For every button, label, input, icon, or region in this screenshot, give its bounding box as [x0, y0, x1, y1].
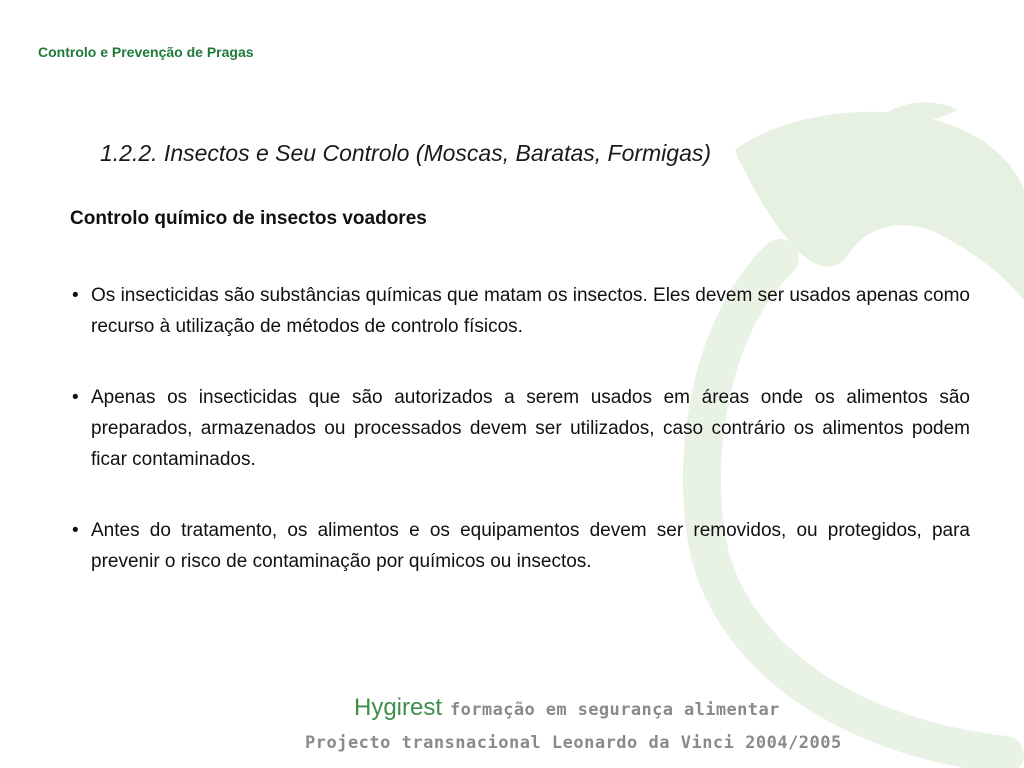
- bullet-item: [72, 280, 970, 342]
- bullet-item: [72, 382, 970, 475]
- section-title: 1.2.2. Insectos e Seu Controlo (Moscas, Baratas, Formigas): [100, 140, 712, 166]
- footer-project: Projecto transnacional Leonardo da Vinci 2004/2005: [305, 733, 842, 753]
- brand-logo-name: Hygirest: [354, 694, 443, 721]
- header-title: Controlo e Prevenção de Pragas: [38, 44, 254, 60]
- bullet-text: Apenas os insecticidas que são autorizados a serem usados em áreas onde os alimentos são preparados, armazenados ou processados devem ser utilizados, caso contrário os alimentos podem ficar contaminados.: [91, 387, 970, 470]
- bullet-icon: •: [72, 285, 79, 306]
- bullet-icon: •: [72, 387, 79, 408]
- bullet-text: Antes do tratamento, os alimentos e os equipamentos devem ser removidos, ou protegidos, para prevenir o risco de contaminação por químicos ou insectos.: [91, 520, 970, 572]
- bullet-item: [72, 515, 970, 577]
- footer-brand: [354, 694, 780, 722]
- bullet-text: Os insecticidas são substâncias químicas que matam os insectos. Eles devem ser usados apenas como recurso à utilização de métodos de controlo físicos.: [91, 285, 970, 337]
- section-subtitle: Controlo químico de insectos voadores: [70, 208, 427, 229]
- bullet-icon: •: [72, 520, 79, 541]
- brand-tagline: formação em segurança alimentar: [450, 700, 780, 720]
- bullet-list: [72, 280, 970, 577]
